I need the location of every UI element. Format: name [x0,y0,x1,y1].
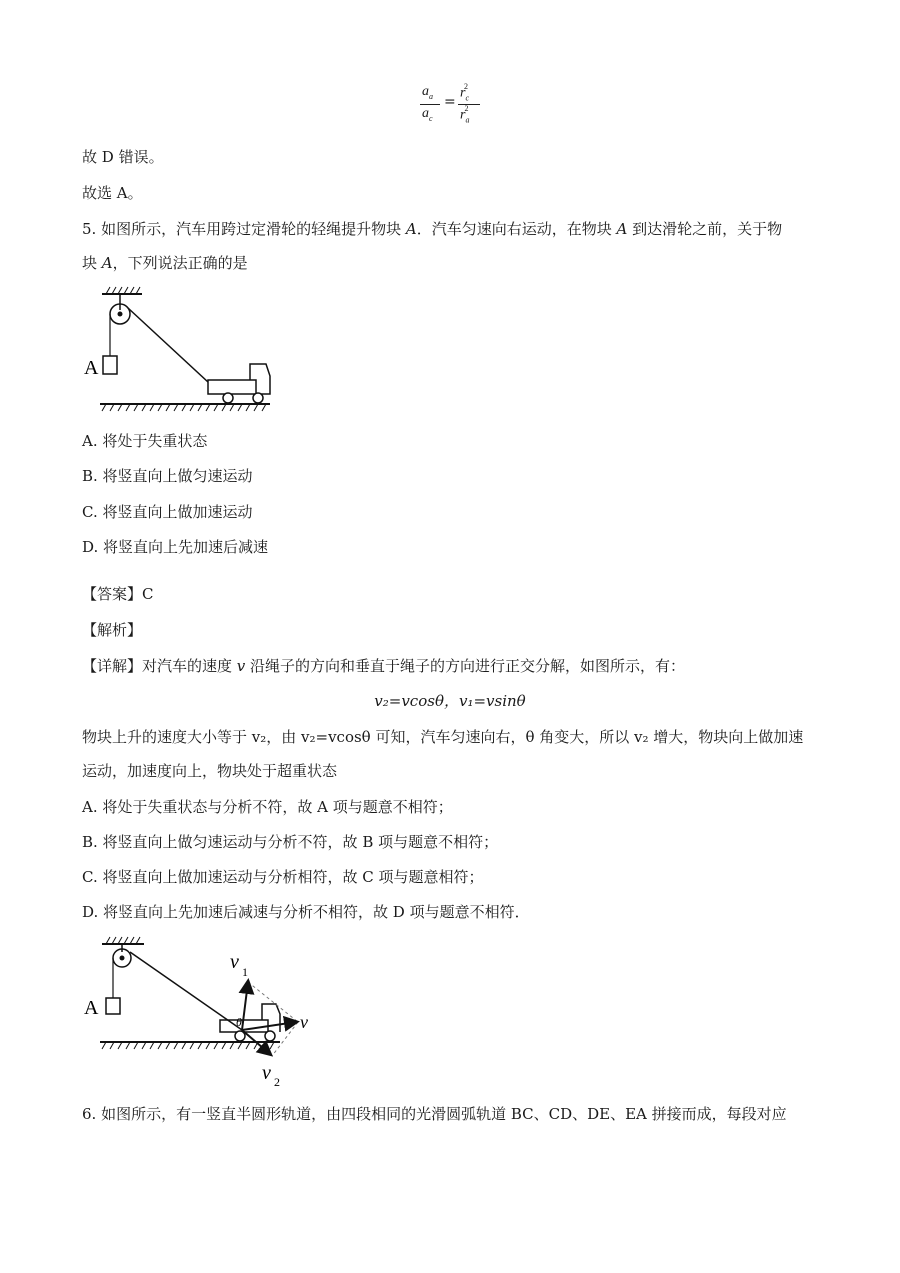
answer-analysis-a: A. 将处于失重状态与分析不符，故 A 项与题意不相符； [82,798,453,816]
detail-line: 【详解】对汽车的速度 v 沿绳子的方向和垂直于绳子的方向进行正交分解，如图所示，有： [82,657,686,675]
d-wrong-text: 故 D 错误。 [82,148,164,166]
velocity-decomposition-figure [80,934,340,1094]
question-5-line-1: 5. 如图所示，汽车用跨过定滑轮的轻绳提升物块 A．汽车匀速向右运动，在物块 A 到达滑轮之前，关于物 [82,220,783,238]
option-a: A. 将处于失重状态 [82,432,208,450]
answer-label: 【答案】C [82,585,154,603]
analysis-label: 【解析】 [82,621,143,639]
svg-text:θ: θ [236,1015,242,1029]
option-c: C. 将竖直向上做加速运动 [82,503,253,521]
svg-text:v: v [230,951,239,973]
block-a [103,356,117,374]
pulley-truck-figure [80,284,280,414]
ratio-formula: $a_a$ $a_c$ = $r_c^2$ $r_a^2$ [418,80,488,136]
v-arrow [242,1022,296,1030]
option-b: B. 将竖直向上做匀速运动 [82,467,253,485]
svg-text:A: A [84,357,99,379]
block-a [106,998,120,1014]
velocity-equation: v₂=vcosθ，v₁=vsinθ [374,692,526,710]
question-6-line-1: 6. 如图所示，有一竖直半圆形轨道，由四段相同的光滑圆弧轨道 BC、CD、DE、EA 拼接而成，每段对应 [82,1105,787,1123]
svg-text:1: 1 [242,965,248,979]
svg-text:A: A [84,997,99,1019]
explanation-line-1: 物块上升的速度大小等于 v₂，由 v₂=vcosθ 可知，汽车匀速向右，θ 角变大，所以 v₂ 增大，物块向上做加速 [82,728,804,746]
question-5-line-2: 块 A，下列说法正确的是 [82,254,248,272]
svg-text:2: 2 [274,1075,280,1089]
answer-analysis-d: D. 将竖直向上先加速后减速与分析不相符，故 D 项与题意不相符． [82,903,530,921]
answer-analysis-c: C. 将竖直向上做加速运动与分析相符，故 C 项与题意相符； [82,868,484,886]
option-d: D. 将竖直向上先加速后减速 [82,538,269,556]
v1-arrow [242,982,248,1030]
choose-a-text: 故选 A。 [82,184,143,202]
explanation-line-2: 运动，加速度向上，物块处于超重状态 [82,762,338,780]
svg-text:v: v [262,1062,271,1084]
svg-text:v: v [300,1012,308,1032]
answer-analysis-b: B. 将竖直向上做匀速运动与分析不符，故 B 项与题意不相符； [82,833,499,851]
